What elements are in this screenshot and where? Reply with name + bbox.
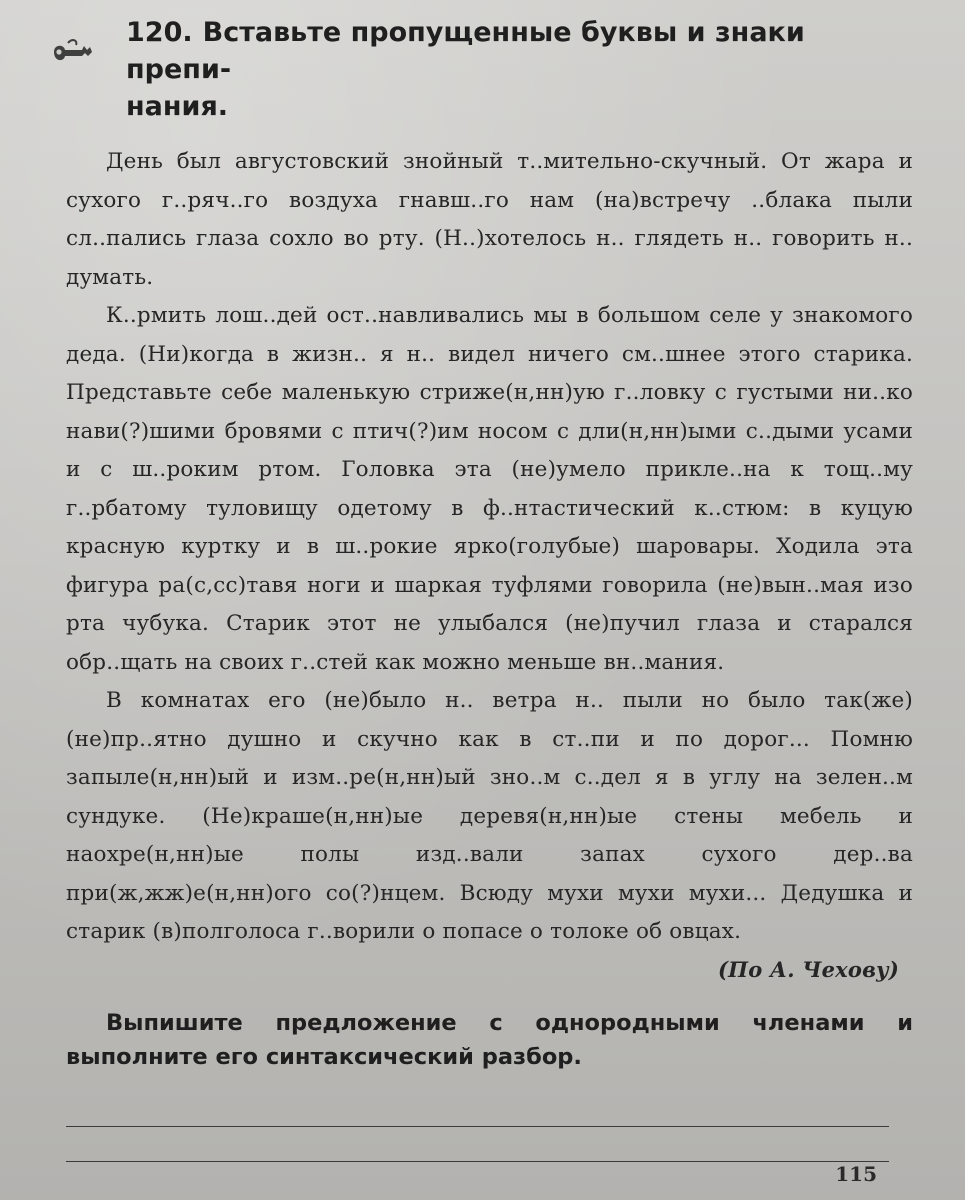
page-number: 115 xyxy=(835,1162,877,1186)
exercise-title-line2: нания. xyxy=(126,91,229,122)
text-paragraph-2: К..рмить лош..дей ост..навливались мы в большом селе у знакомого деда. (Ни)когда в жизн.. я н.. видел ничего см..шнее этого старика. Представьте себе маленькую стриже(н,нн)ую г..ловку с густыми ни..ко нави(?)шими бровями с птич(?)им носом с дли(н,нн)ыми с..дыми усами и с ш..роким ртом. Головка эта (не)умело прикле..на к тощ..му г..рбатому туловищу одетому в ф..нтастический к..стюм: в куцую красную куртку и в ш..рокие ярко(голубые) шаровары. Ходила эта фигура ра(с,сс)тавя ноги и шаркая туфлями говорила (не)вын..мая изо рта чубука. Старик этот не улыбался (не)пучил глаза и старался обр..щать на своих г..стей как можно меньше вн..мания. xyxy=(66,303,913,675)
text-paragraph-1: День был августовский знойный т..мительно-скучный. От жара и сухого г..ряч..го воздуха гнавш..го нам (на)встречу ..блака пыли сл..пались глаза сохло во рту. (Н..)хотелось н.. глядеть н.. говорить н.. думать. xyxy=(66,149,913,290)
text-paragraph-3: В комнатах его (не)было н.. ветра н.. пыли но было так(же) (не)пр..ятно душно и скучно как в ст..пи и по дорог... Помню запыле(н,нн)ый и изм..ре(н,нн)ый зно..м с..дел я в углу на зелен..м сундуке. (Не)краше(н,нн)ые деревя(н,нн)ые стены мебель и наохре(н,нн)ые полы изд..вали запах сухого дер..ва при(ж,жж)е(н,нн)ого со(?)нцем. Всюду мухи мухи мухи... Дедушка и старик (в)полголоса г..ворили о попасе о толоке об овцах. xyxy=(66,688,913,944)
assignment-instruction: Выпишите предложение с однородными членами и выполните его синтаксический разбор. xyxy=(66,1009,913,1070)
text-source: (По А. Чехову) xyxy=(718,956,899,982)
key-icon xyxy=(48,34,96,70)
answer-line xyxy=(66,1127,889,1162)
exercise-text xyxy=(66,143,913,988)
exercise-header xyxy=(56,14,913,125)
exercise-title xyxy=(126,14,913,125)
exercise-title-line1: Вставьте пропущенные буквы и знаки препи- xyxy=(126,17,805,85)
answer-line xyxy=(66,1092,889,1127)
answer-lines xyxy=(66,1092,889,1162)
exercise-number: 120. xyxy=(126,17,193,48)
